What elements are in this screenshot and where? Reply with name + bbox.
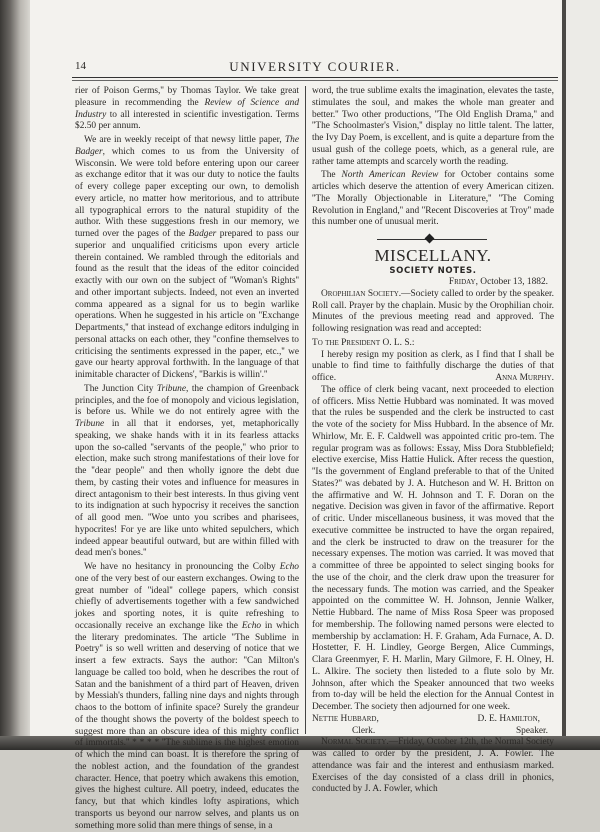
italic-title: Review of Science and Industry	[75, 97, 300, 120]
text-run: prepared to pass our superior and unqualified criticisms upon every article therein contained. We rambled through the editorials and found as the result that the ideas of the editor coincided exactly with our own on the subject of ''Woman's Rights'' and other important subjects. Indeed, not even an inverted comma appeared as a signal for us to begin warlike operations. When he suggested in his article on ''Exchange Departments,'' that instead of exchange editors indulging in personal attacks on each other, they ''confine themselves to criticising the sentiments expressed in the paper, etc.,'' we gave our hearty approval forthwith. In the language of that inimitable character of Dickens', ''Barkis is willin'.''	[75, 229, 299, 380]
text-run: —Friday, October 12th, the Normal Society was called to order by the president, J. A. Fowler. The attendance was fair and the interest and enthusiasm marked. Exercises of the day consisted of a class drill in phonics, conducted by J. A. Fowler, which	[312, 737, 554, 795]
italic-title: The Badger	[75, 135, 299, 157]
resignation-text: I hereby resign my position as clerk, as I find that I shall be unable to find time to faithfully discharge the duties of that office.	[312, 349, 554, 383]
italic-title: Echo	[241, 620, 262, 631]
italic-title: Tribune	[156, 383, 187, 394]
paragraph	[312, 385, 554, 714]
resignation-signature: Anna Murphy.	[495, 373, 554, 383]
italic-title: Badger	[188, 229, 217, 239]
page-number: 14	[75, 60, 86, 72]
text-run: to all interested in scientific investigation. Terms $2.50 per annum.	[75, 109, 299, 132]
text-run: , the champion of Greenback principles, and the foe of monopoly and vicious legislation, is before us. While we do not entirely agree with the	[75, 383, 299, 418]
text-run: word, the true sublime exalts the imagination, elevates the taste, stimulates the soul, and makes the whole man greater and better.'' Two other productions, ''The Old English Drama,'' and ''The Schoolmaster's Vision,'' display no little talent. The latter, the Ivy Day Poem, is excellent, and is quite a departure from the usual gush of the college poets, which, as a general rule, are rather tame attempts and scarcely worth the reading.	[312, 86, 554, 167]
paragraph	[75, 86, 299, 133]
book-binding	[0, 0, 34, 750]
subsection-title: SOCIETY NOTES.	[389, 266, 477, 276]
text-run: We are in weekly receipt of that newsy little paper,	[84, 135, 285, 145]
text-run: for October contains some articles which deserve the attention of every American citizen. ''The Morally Objectionable in Literature,'' ''The Coming Revolution in England,'' and ''Recent Discoveries at Troy'' made this number one of unusual merit.	[312, 170, 554, 228]
dateline-date: , October 13, 1882.	[475, 277, 548, 287]
text-run: —Society called to order by the speaker. Roll call. Prayer by the chaplain. Music by the Orophilian choir. Minutes of the previous meeting read and approved. The following resignation was read and accepted:	[312, 288, 554, 334]
section-ornament	[312, 233, 554, 245]
paragraph	[312, 170, 554, 229]
text-run: The office of clerk being vacant, next proceeded to election of officers. Miss Nettie Hubbard was nominated. It was moved that the rules be suspended and the clerk be instructed to cast the vote of the society for Miss Hubbard. In the absence of Mr. Whirlow, Mr. E. F. Caldwell was appointed critic pro-tem. The regular program was as follows: Essay, Miss Dora Stubblefield; elective exercise, Miss Hattie Hulick. After recess the question, ''Is the government of England preferable to that of the United States?'' was debated by J. A. Hutcheson and W. H. Britton on the affirmative and W. H. Johnson and T. F. Doran on the negative. Decision was given in favor of the affirmative. Report of critic. Under miscellaneous business, it was moved that the executive committee be instructed to have the organ repaired, and the clerk be instructed to draw on the treasurer for the necessary expenses. The motion was carried. It was moved that a committee of three be appointed to select singing books for the use of the choir, and the clerk draw upon the treasurer for the necessary funds. The motion was carried, and the Speaker appointed on the committee W. H. Johnson, Jennie Walker, Nettie Hubbard. The name of Miss Rosa Speer was proposed for membership. The following named persons were elected to membership by acclamation: H. F. Graham, Ada Furnace, A. D. Hostetter, F. H. Lindley, George Bergen, Alice Cummings, Clara Greenmyer, F. H. Marlin, Mary Gilmore, F. H. Olney, H. L. Alkire. The society then listeded to a flute solo by Mr. Johnson, after which the Speaker announced that two weeks from to-day will be held the election for the Annual Contest in December. The society then adjourned for one week.	[312, 384, 554, 712]
speaker-title: Speaker.	[515, 725, 548, 736]
signature-row-titles	[312, 726, 554, 738]
small-caps-heading: Orophilian Society.	[321, 288, 402, 299]
small-caps-heading: To the President O. L. S.:	[312, 337, 415, 348]
page-header	[72, 58, 558, 76]
italic-title: North American Review	[341, 170, 439, 181]
paragraph	[312, 338, 554, 350]
text-run: , which comes to us from the University of Wisconsin. We were told before entering upon our career as exchange editor that it was our duty to notice the faults of every college paper excepting our own, to demolish every article, no matter how meritorious, and to attribute all typographical errors to the natural stupidity of the author. With these suggestions fresh in our memory, we turned over the pages of the	[75, 146, 299, 239]
paragraph	[75, 562, 299, 832]
text-run: one of the very best of our eastern exchanges. Owing to the great number of ''ideal'' college papers, which consist chiefly of advertisements together with a few sandwiched jokes and sporting notes, it is quite refreshing to occasionally receive an exchange like the	[75, 573, 299, 631]
column-divider	[305, 86, 306, 734]
left-column	[75, 86, 299, 832]
text-run: We have no hesitancy in pronouncing the Colby	[84, 562, 280, 572]
small-caps-heading: Normal Society.	[321, 737, 389, 748]
header-rule	[72, 77, 558, 78]
text-run: in all that it endorses, yet, metaphorically speaking, we shake hands with it in its fearless attacks upon the so-called ''servants of the people,'' who prior to election, make such strong manifestations of their love for the ''dear people'' and then wholly ignore the debt due them, by casting their votes and influence for measures in direct antagonism to their best interests. In thus giving vent to its indignation at such hypocrisy it receives the sanction of all good men. ''Woe unto you scribes and pharisees, hypocrites! For ye are like unto whited sepulchers, which indeed appear beautiful outward, but are within filled with dead men's bones.''	[75, 419, 299, 559]
paragraph	[312, 86, 554, 168]
text-run: rier of Poison Germs,'' by Thomas Taylor. We take great pleasure in recommending the	[75, 86, 299, 108]
section-title: MISCELLANY.	[374, 246, 492, 265]
normal-society-notes	[312, 737, 554, 796]
italic-title: Echo	[279, 562, 299, 572]
paragraph	[75, 135, 299, 382]
ornament-diamond-icon	[425, 234, 435, 244]
right-column	[312, 86, 554, 796]
running-title: UNIVERSITY COURIER.	[229, 59, 401, 74]
text-run: The Junction City	[84, 383, 157, 394]
header-rule-thin	[72, 80, 558, 81]
italic-title: Tribune	[75, 419, 105, 429]
orophilian-minutes	[312, 385, 554, 714]
text-run: in which the literary predominates. The article ''The Sublime in Poetry'' is so well written and deserving of notice that we insert a few extracts. Says the author: ''Can Milton's language be called too bold, when he describes the rout of Satan and the banishment of a third part of Heaven, driven by Messiah's thunders, falling nine days and nights through chaos to the bottom of infinite space? Surely the grandeur of the thought shows the poverty of the boldest speech to suggest more than an obscure idea of this mighty conflict of immortals.'' * * * * ''The sublime is the highest emotion of which the mind can boast. It is therefore the spring of the noblest action, and the foundation of the grandest character. Hence, that poetry which awakens this emotion, gives the highest culture. All poetry, indeed, educates the fancy, but that which kindles lofty aspirations, which transports us beyond our narrow selves, and plants us on something more solid than mere things of sense, in a	[75, 620, 299, 831]
exchange-continuation	[312, 86, 554, 229]
paragraph	[75, 384, 299, 560]
signature-row-names	[312, 714, 554, 726]
speaker-name: D. E. Hamilton,	[477, 713, 540, 724]
paragraph	[312, 289, 554, 336]
exchange-paragraphs	[75, 86, 299, 832]
dateline	[312, 277, 554, 289]
resignation-letter	[312, 350, 554, 385]
adjacent-page	[566, 0, 600, 750]
text-run: The	[321, 170, 342, 181]
orophilian-notes	[312, 289, 554, 350]
dateline-day: Friday	[448, 277, 476, 287]
paragraph	[312, 737, 554, 796]
clerk-title: Clerk.	[352, 725, 376, 736]
clerk-name: Nettie Hubbard,	[312, 713, 379, 724]
